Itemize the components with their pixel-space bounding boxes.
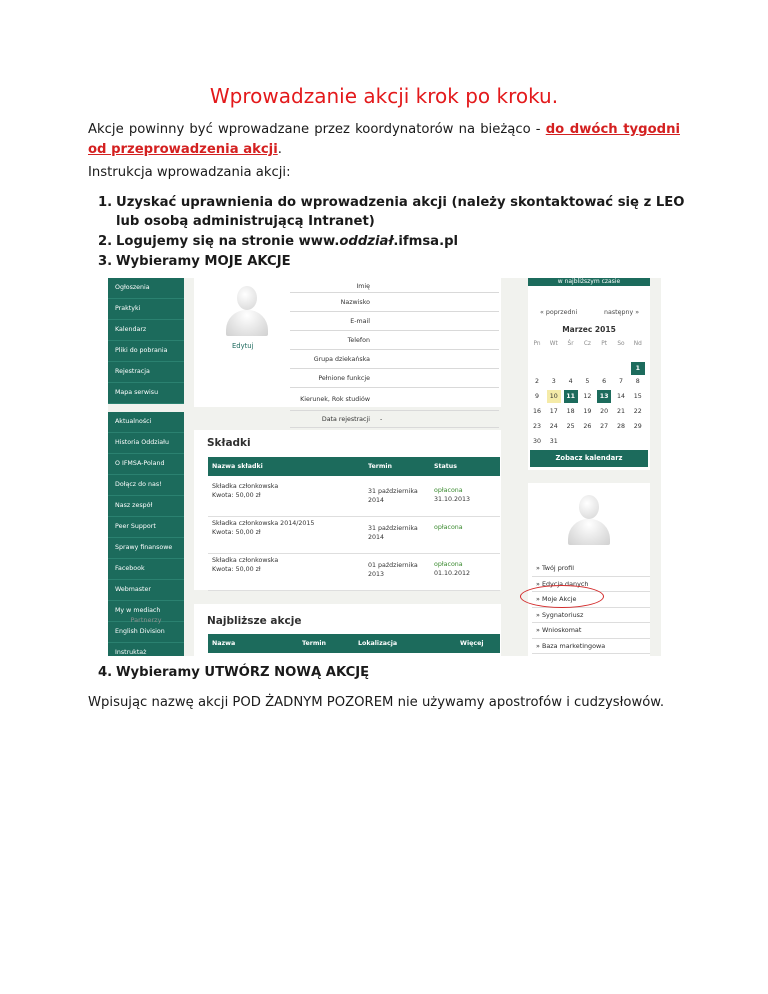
calendar-day[interactable]: 8: [635, 378, 640, 385]
profile-field-label: Telefon: [347, 336, 370, 344]
calendar-day[interactable]: 2: [534, 378, 539, 385]
nav-item[interactable]: Ogłoszenia: [108, 278, 184, 299]
calendar-day: [597, 435, 611, 448]
dues-row: [208, 554, 500, 591]
profile-field-value: [376, 331, 499, 349]
weekday-label: Pt: [601, 341, 608, 347]
calendar-day[interactable]: 26: [583, 423, 592, 430]
profile-field-value: [376, 388, 499, 410]
nav-item[interactable]: O IFMSA-Poland: [108, 454, 184, 475]
profile-field-label: Data rejestracji: [321, 415, 370, 423]
calendar-day[interactable]: 28: [616, 423, 625, 430]
nav-item[interactable]: Sprawy finansowe: [108, 538, 184, 559]
due-date: 01.10.2012: [434, 570, 471, 577]
calendar-day[interactable]: 31: [549, 438, 558, 445]
calendar-day: [564, 353, 578, 366]
weekday-label: Śr: [567, 341, 574, 347]
avatar-body: [568, 519, 610, 545]
nav-group-main: [108, 278, 184, 404]
user-avatar: [566, 493, 612, 545]
profile-field-value: [376, 350, 499, 368]
calendar-weekdays: [530, 338, 648, 353]
calendar-day[interactable]: 10: [547, 390, 561, 403]
profile-row: [290, 350, 499, 369]
step-1: [88, 193, 688, 231]
due-name: Składka członkowska: [212, 483, 279, 490]
calendar-day: [597, 353, 611, 366]
calendar-day[interactable]: 17: [549, 408, 558, 415]
intro-paragraph: [88, 120, 680, 160]
calendar-day[interactable]: 14: [616, 393, 625, 400]
nav-item[interactable]: English Division: [108, 622, 184, 643]
calendar-day[interactable]: 30: [532, 438, 541, 445]
calendar-day[interactable]: 15: [633, 393, 642, 400]
profile-field-label: Nazwisko: [340, 298, 370, 306]
calendar-day: [547, 353, 561, 366]
col-name-header: Nazwa składki: [212, 463, 263, 470]
weekday-label: So: [617, 341, 625, 347]
calendar-week: [530, 353, 648, 375]
nav-item[interactable]: Pliki do pobrania: [108, 341, 184, 362]
nav-item[interactable]: Mapa serwisu: [108, 383, 184, 404]
nav-item[interactable]: Kalendarz: [108, 320, 184, 341]
profile-row: [290, 280, 499, 293]
nav-item[interactable]: Aktualności: [108, 412, 184, 433]
calendar-week: [530, 405, 648, 420]
nav-item[interactable]: Webmaster: [108, 580, 184, 601]
due-amount: Kwota: 50,00 zł: [212, 566, 261, 573]
calendar-day[interactable]: 1: [631, 362, 645, 375]
profile-row: [290, 312, 499, 331]
calendar-day[interactable]: 29: [633, 423, 642, 430]
nav-item[interactable]: My w mediach: [108, 601, 184, 622]
due-term: 01 października 2013: [368, 562, 418, 578]
calendar-month: Marzec 2015: [562, 325, 616, 334]
nav-item[interactable]: Historia Oddziału: [108, 433, 184, 454]
profile-table: [290, 280, 499, 428]
nav-item[interactable]: Facebook: [108, 559, 184, 580]
intranet-screenshot: [108, 278, 661, 656]
profile-row: [290, 369, 499, 388]
due-name: Składka członkowska 2014/2015: [212, 520, 315, 527]
step-number: 2.: [98, 234, 113, 249]
dues-header: [208, 457, 500, 476]
calendar-day[interactable]: 3: [551, 378, 556, 385]
calendar-grid: [530, 338, 648, 450]
profile-row: [290, 331, 499, 350]
calendar-day[interactable]: 20: [600, 408, 609, 415]
weekday-label: Pn: [533, 341, 541, 347]
profile-row: [290, 411, 499, 428]
due-status: opłacona: [434, 524, 463, 531]
profile-row: [290, 388, 499, 411]
intro-text: Akcje powinny być wprowadzane przez koordynatorów na bieżąco -: [88, 122, 541, 137]
calendar-day[interactable]: 12: [583, 393, 592, 400]
due-term: 31 października 2014: [368, 525, 418, 541]
calendar-week: [530, 390, 648, 405]
profile-field-value: [376, 312, 499, 330]
step-text-end: .ifmsa.pl: [393, 234, 459, 249]
nav-item[interactable]: Praktyki: [108, 299, 184, 320]
weekday-label: Cz: [583, 341, 591, 347]
calendar-week: [530, 420, 648, 435]
partners-label: Partnerzy: [130, 616, 162, 624]
closing-paragraph: Wpisując nazwę akcji POD ŻADNYM POZOREM nie używamy apostrofów i cudzysłowów.: [88, 695, 665, 710]
due-date: 31.10.2013: [434, 496, 471, 503]
highlight-circle: [520, 585, 604, 608]
user-menu-item[interactable]: » Moje Akcje: [532, 592, 650, 608]
calendar-day[interactable]: 21: [616, 408, 625, 415]
avatar: [224, 284, 270, 336]
step-text: Wybieramy UTWÓRZ NOWĄ AKCJĘ: [116, 665, 370, 680]
calendar-day: [614, 435, 628, 448]
due-name: Składka członkowska: [212, 557, 279, 564]
events-title: Najbliższe akcje: [207, 615, 302, 627]
dues-title: Składki: [207, 437, 251, 449]
avatar-head: [579, 495, 599, 519]
profile-row: [290, 293, 499, 312]
nav-separator: [108, 404, 184, 412]
due-term: 31 października 2014: [368, 488, 418, 504]
calendar-day[interactable]: 13: [597, 390, 611, 403]
col-term-header: Termin: [302, 640, 327, 647]
due-amount: Kwota: 50,00 zł: [212, 529, 261, 536]
weekday-label: Wt: [549, 341, 558, 347]
step-text-italic: oddział: [339, 234, 394, 249]
weekday-label: Nd: [633, 341, 642, 347]
calendar-day[interactable]: 19: [583, 408, 592, 415]
col-location-header: Lokalizacja: [358, 640, 398, 647]
calendar-day: [614, 353, 628, 366]
calendar-day[interactable]: 18: [566, 408, 575, 415]
col-term-header: Termin: [368, 463, 393, 470]
calendar-day[interactable]: 9: [534, 393, 539, 400]
avatar-body: [226, 310, 268, 336]
dues-row: [208, 517, 500, 554]
user-menu-item[interactable]: » Edycja danych: [532, 577, 650, 593]
due-status: opłacona: [434, 561, 463, 568]
calendar-day: [631, 435, 645, 448]
calendar-day: [564, 435, 578, 448]
calendar-day[interactable]: 7: [618, 378, 623, 385]
col-name-header: Nazwa: [212, 640, 236, 647]
view-calendar-button[interactable]: Zobacz kalendarz: [530, 450, 648, 467]
profile-field-value: [376, 280, 499, 292]
step-number: 1.: [98, 195, 113, 210]
document-title: Wprowadzanie akcji krok po kroku.: [209, 84, 559, 108]
step-4: [88, 663, 688, 682]
calendar-day[interactable]: 27: [600, 423, 609, 430]
calendar-day[interactable]: 11: [564, 390, 578, 403]
step-text: Wybieramy MOJE AKCJE: [116, 254, 291, 269]
instructions-label: Instrukcja wprowadzania akcji:: [88, 165, 291, 180]
due-amount: Kwota: 50,00 zł: [212, 492, 261, 499]
user-menu-item[interactable]: » Wnioskomat: [532, 623, 650, 639]
step-3: [88, 252, 688, 271]
nav-item[interactable]: Dołącz do nas!: [108, 475, 184, 496]
step-number: 4.: [98, 665, 113, 680]
avatar-head: [237, 286, 257, 310]
profile-field-label: Kierunek, Rok studiów: [300, 395, 370, 403]
calendar-day[interactable]: 4: [568, 378, 573, 385]
calendar-top-bar: w najbliższym czasie: [528, 278, 650, 286]
steps-list-continued: [88, 663, 688, 683]
profile-field-label: E-mail: [350, 317, 370, 325]
nav-item[interactable]: Instruktaż: [108, 643, 184, 656]
intro-end: .: [277, 142, 282, 157]
calendar-panel: [528, 278, 650, 470]
nav-item[interactable]: Peer Support: [108, 517, 184, 538]
calendar-day[interactable]: 5: [585, 378, 590, 385]
profile-field-value: [376, 293, 499, 311]
user-menu-item[interactable]: » Twój profil: [532, 561, 650, 577]
step-number: 3.: [98, 254, 113, 269]
profile-panel: [194, 278, 501, 423]
calendar-day[interactable]: 24: [549, 423, 558, 430]
profile-field-label: Grupa dziekańska: [313, 355, 370, 363]
calendar-week: [530, 375, 648, 390]
col-more-header: Więcej: [460, 640, 484, 647]
profile-field-value: [376, 369, 499, 387]
nav-item[interactable]: Rejestracja: [108, 362, 184, 383]
user-menu-item[interactable]: [532, 654, 650, 656]
edit-profile-link[interactable]: Edytuj: [232, 342, 254, 350]
user-menu-panel: [528, 483, 650, 656]
user-menu-item[interactable]: » Baza marketingowa: [532, 639, 650, 655]
calendar-day[interactable]: 25: [566, 423, 575, 430]
dues-row: [208, 480, 500, 517]
calendar-day[interactable]: 6: [602, 378, 607, 385]
nav-item[interactable]: Nasz zespół: [108, 496, 184, 517]
step-text: Logujemy się na stronie www.: [116, 234, 340, 249]
calendar-day: [580, 353, 594, 366]
events-header: [208, 634, 500, 653]
calendar-prev-link[interactable]: « poprzedni: [540, 309, 578, 316]
events-panel: [194, 604, 501, 656]
intro-highlight: do dwóch tygodni od przeprowadzenia akcji: [88, 122, 680, 157]
calendar-week: [530, 435, 648, 450]
profile-field-label: Pełnione funkcje: [318, 374, 370, 382]
step-2: [88, 232, 688, 251]
calendar-next-link[interactable]: następny »: [604, 309, 640, 316]
profile-field-value: -: [380, 415, 383, 423]
user-menu: [532, 561, 650, 656]
calendar-day[interactable]: 23: [532, 423, 541, 430]
dues-panel: [194, 430, 501, 590]
calendar-day[interactable]: 22: [633, 408, 642, 415]
steps-list: [88, 193, 688, 272]
due-status: opłacona: [434, 487, 463, 494]
step-text: Uzyskać uprawnienia do wprowadzenia akcji (należy skontaktować się z LEO lub osobą administrującą Intranet): [116, 195, 685, 229]
calendar-day: [580, 435, 594, 448]
calendar-day[interactable]: 16: [532, 408, 541, 415]
calendar-day: [530, 353, 544, 366]
profile-field-label: Imię: [356, 282, 370, 290]
user-menu-item[interactable]: » Sygnatoriusz: [532, 608, 650, 624]
col-status-header: Status: [434, 463, 458, 470]
